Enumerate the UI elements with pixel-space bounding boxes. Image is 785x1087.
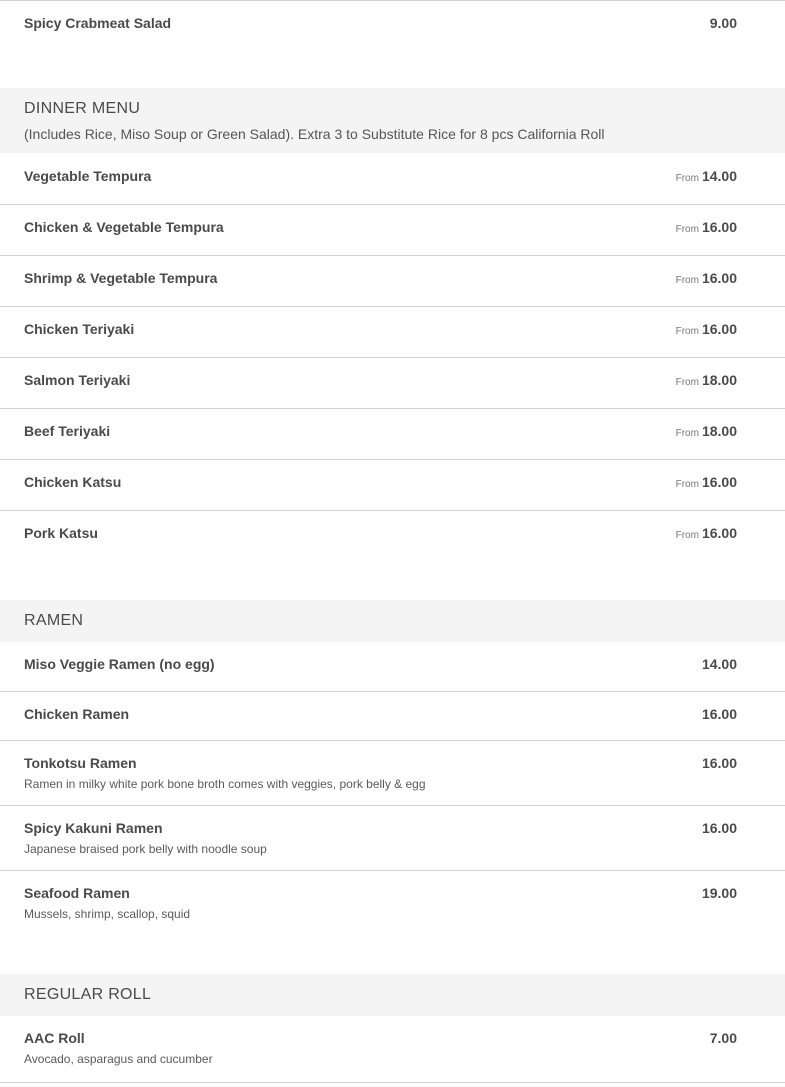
- item-price: From 16.00: [675, 321, 737, 337]
- item-name: Chicken & Vegetable Tempura: [24, 219, 224, 235]
- item-price: From 16.00: [675, 270, 737, 286]
- section-header-dinner-menu: [0, 88, 785, 153]
- section-subtitle: (Includes Rice, Miso Soup or Green Salad). Extra 3 to Substitute Rice for 8 pcs California Roll: [24, 126, 605, 142]
- menu-item[interactable]: [0, 741, 785, 806]
- item-price: 16.00: [701, 755, 737, 771]
- item-description: Ramen in milky white pork bone broth comes with veggies, pork belly & egg: [24, 777, 426, 791]
- item-name: Spicy Crabmeat Salad: [24, 15, 172, 31]
- section-header-ramen: [0, 600, 785, 642]
- item-price: From 16.00: [675, 474, 737, 490]
- item-price: 7.00: [709, 1030, 737, 1046]
- menu-item[interactable]: [0, 1016, 785, 1083]
- item-name: Chicken Teriyaki: [24, 321, 135, 337]
- item-name: Beef Teriyaki: [24, 423, 111, 439]
- section-title: RAMEN: [24, 612, 84, 629]
- item-name: Chicken Katsu: [24, 474, 122, 490]
- from-label: From: [675, 479, 699, 490]
- item-name: Spicy Kakuni Ramen: [24, 820, 163, 836]
- menu-item[interactable]: [0, 642, 785, 692]
- menu-item[interactable]: [0, 307, 785, 358]
- item-name: Seafood Ramen: [24, 885, 130, 901]
- from-label: From: [675, 173, 699, 184]
- menu-item[interactable]: [0, 409, 785, 460]
- item-name: AAC Roll: [24, 1030, 85, 1046]
- item-description: Mussels, shrimp, scallop, squid: [24, 907, 191, 921]
- item-price: 9.00: [709, 15, 737, 31]
- menu-item[interactable]: [0, 153, 785, 205]
- item-description: Japanese braised pork belly with noodle soup: [24, 842, 267, 856]
- item-name: Tonkotsu Ramen: [24, 755, 137, 771]
- menu-item[interactable]: [0, 871, 785, 974]
- section-title: DINNER MENU: [24, 100, 141, 117]
- menu-item[interactable]: [0, 205, 785, 256]
- item-price: From 18.00: [675, 423, 737, 439]
- item-name: Chicken Ramen: [24, 706, 130, 722]
- item-price: From 16.00: [675, 219, 737, 235]
- item-price: From 14.00: [675, 168, 737, 184]
- item-price: From 16.00: [675, 525, 737, 541]
- item-price: 16.00: [701, 820, 737, 836]
- from-label: From: [675, 224, 699, 235]
- item-description: Avocado, asparagus and cucumber: [24, 1052, 213, 1066]
- section-title: REGULAR ROLL: [24, 986, 152, 1003]
- menu-item[interactable]: [0, 358, 785, 409]
- section-header-regular-roll: [0, 974, 785, 1016]
- from-label: From: [675, 530, 699, 541]
- item-name: Salmon Teriyaki: [24, 372, 131, 388]
- menu-item[interactable]: [0, 692, 785, 741]
- menu-item[interactable]: [0, 460, 785, 511]
- menu-item[interactable]: [0, 806, 785, 871]
- from-label: From: [675, 377, 699, 388]
- item-name: Vegetable Tempura: [24, 168, 152, 184]
- item-price: From 18.00: [675, 372, 737, 388]
- menu-item[interactable]: [0, 0, 785, 88]
- item-name: Shrimp & Vegetable Tempura: [24, 270, 218, 286]
- from-label: From: [675, 428, 699, 439]
- item-price: 16.00: [701, 706, 737, 722]
- item-name: Miso Veggie Ramen (no egg): [24, 656, 215, 672]
- item-price: 19.00: [701, 885, 737, 901]
- menu-item[interactable]: [0, 256, 785, 307]
- menu-item[interactable]: [0, 511, 785, 600]
- item-price: 14.00: [701, 656, 737, 672]
- from-label: From: [675, 275, 699, 286]
- item-name: Pork Katsu: [24, 525, 98, 541]
- from-label: From: [675, 326, 699, 337]
